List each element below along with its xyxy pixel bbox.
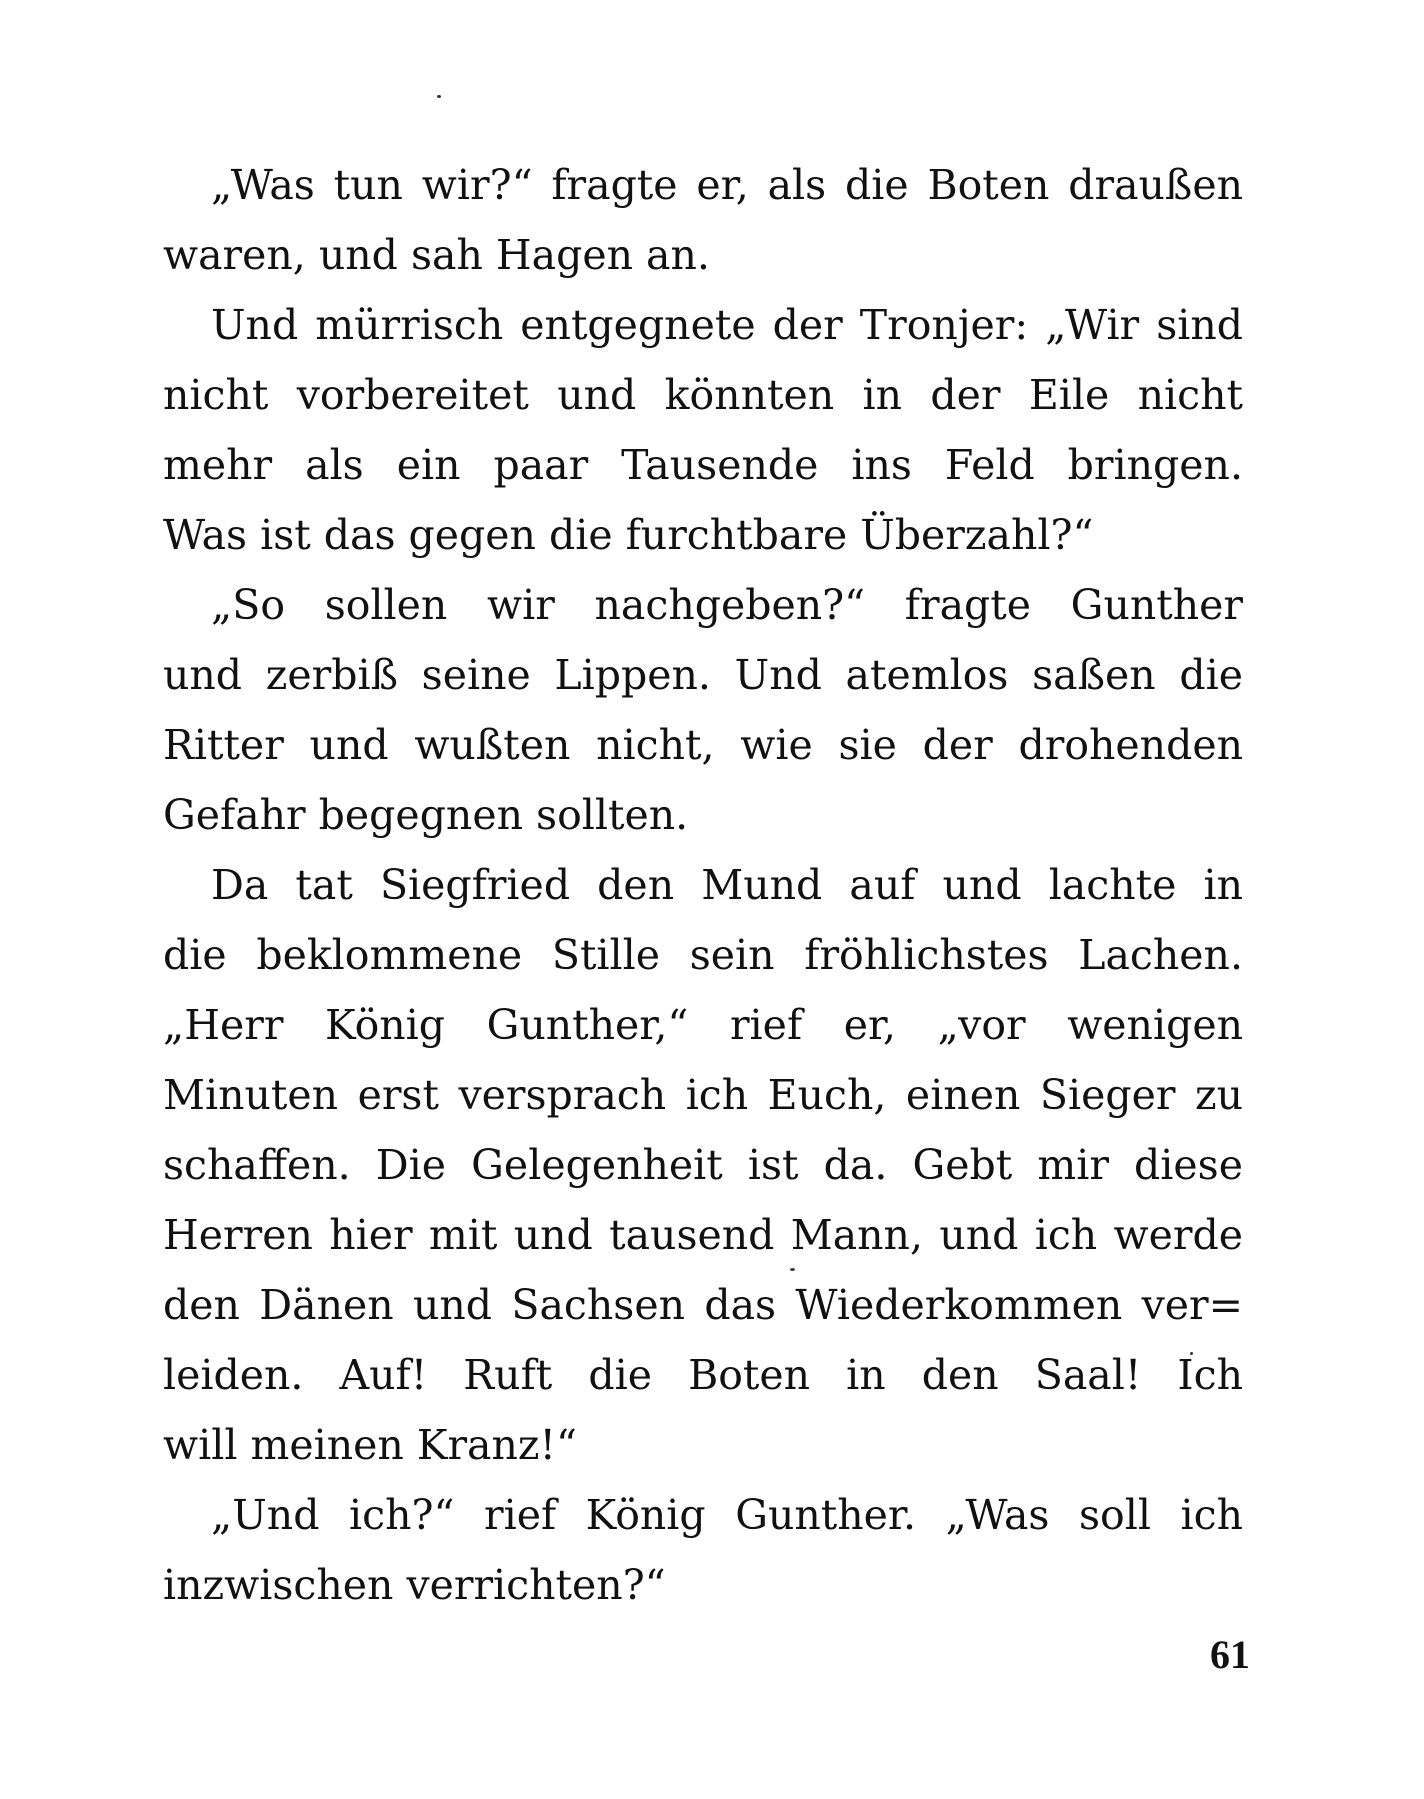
text-line: Gefahr begegnen sollten. <box>163 791 689 839</box>
ink-speck <box>437 95 441 98</box>
text-line: den Dänen und Sachsen das Wiederkommen ver= <box>163 1281 1243 1329</box>
text-line: die beklommene Stille sein fröhlichstes Lachen. <box>163 931 1243 979</box>
paragraph <box>163 150 1243 290</box>
text-line: Minuten erst versprach ich Euch, einen Sieger zu <box>163 1071 1243 1119</box>
text-line: inzwischen verrichten?“ <box>163 1561 666 1609</box>
page-number: 61 <box>1210 1632 1250 1677</box>
text-line: schaffen. Die Gelegenheit ist da. Gebt mir diese <box>163 1141 1243 1189</box>
text-line: leiden. Auf! Ruft die Boten in den Saal! Ich <box>163 1351 1243 1399</box>
paragraph <box>163 570 1243 850</box>
text-line: nicht vorbereitet und könnten in der Eile nicht <box>163 371 1243 419</box>
text-line: Herren hier mit und tausend Mann, und ich werde <box>163 1211 1243 1259</box>
text-line: und zerbiß seine Lippen. Und atemlos saßen die <box>163 651 1243 699</box>
paragraph <box>163 1480 1243 1620</box>
text-line: waren, und sah Hagen an. <box>163 231 710 279</box>
text-line: „Was tun wir?“ fragte er, als die Boten draußen <box>211 161 1243 209</box>
text-line: mehr als ein paar Tausende ins Feld bringen. <box>163 441 1243 489</box>
text-line: will meinen Kranz!“ <box>163 1421 577 1469</box>
text-line: „So sollen wir nachgeben?“ fragte Gunther <box>211 581 1243 629</box>
paragraph <box>163 850 1243 1480</box>
text-line: Da tat Siegfried den Mund auf und lachte in <box>211 861 1243 909</box>
text-line: Was ist das gegen die furchtbare Überzahl?“ <box>163 511 1094 559</box>
text-line: „Herr König Gunther,“ rief er, „vor wenigen <box>163 1001 1243 1049</box>
text-line: „Und ich?“ rief König Gunther. „Was soll ich <box>211 1491 1243 1539</box>
body-text <box>163 150 1243 1620</box>
text-line: Ritter und wußten nicht, wie sie der drohenden <box>163 721 1243 769</box>
paragraph <box>163 290 1243 570</box>
text-line: Und mürrisch entgegnete der Tronjer: „Wir sind <box>211 301 1243 349</box>
